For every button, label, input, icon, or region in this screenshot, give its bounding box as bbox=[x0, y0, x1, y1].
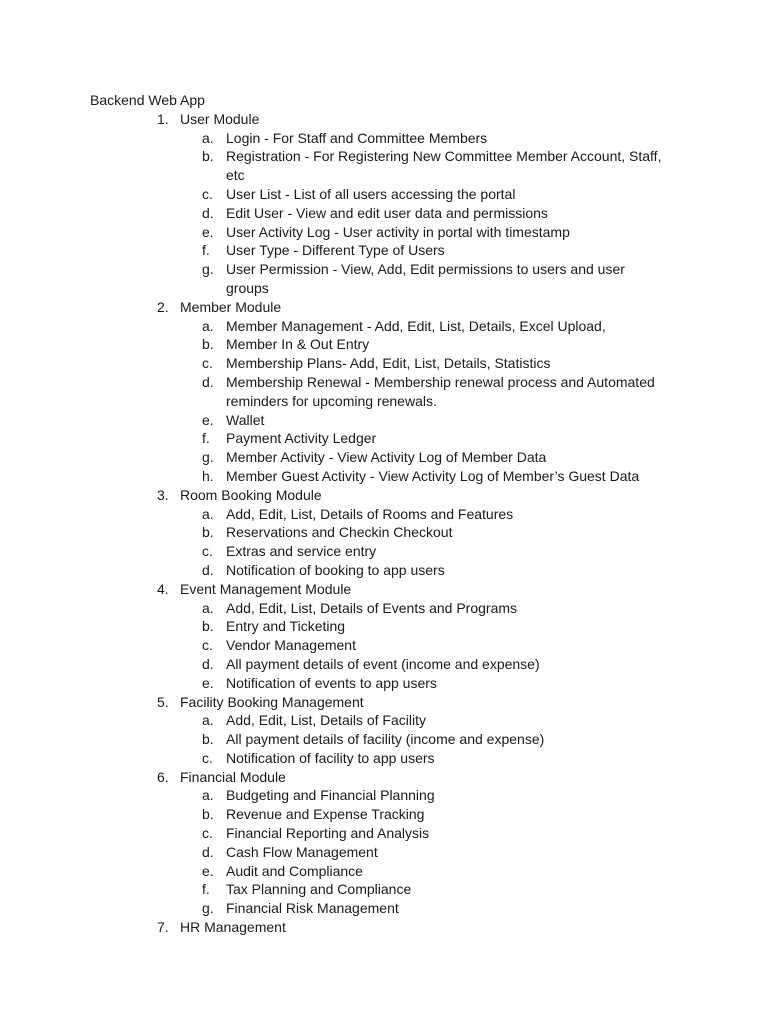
sub-item-list bbox=[90, 711, 710, 767]
module-number: 7. bbox=[157, 919, 169, 936]
module-item bbox=[90, 918, 710, 937]
list-item bbox=[202, 786, 710, 805]
module-list bbox=[90, 110, 710, 937]
list-item-marker: b. bbox=[202, 618, 214, 635]
list-item-marker: a. bbox=[202, 317, 214, 334]
list-item-text: Budgeting and Financial Planning bbox=[226, 787, 435, 804]
list-item bbox=[202, 542, 710, 561]
module-heading bbox=[157, 298, 710, 317]
list-item bbox=[202, 335, 710, 354]
module-number: 6. bbox=[157, 768, 169, 785]
module-heading bbox=[157, 486, 710, 505]
list-item-marker: g. bbox=[202, 900, 214, 917]
module-number: 2. bbox=[157, 298, 169, 315]
list-item bbox=[202, 655, 710, 674]
module-number: 3. bbox=[157, 486, 169, 503]
list-item-text: Notification of events to app users bbox=[226, 674, 437, 691]
list-item bbox=[202, 899, 710, 918]
sub-item-list bbox=[90, 505, 710, 580]
sub-item-list bbox=[90, 129, 710, 298]
list-item bbox=[202, 185, 710, 204]
list-item-marker: e. bbox=[202, 862, 214, 879]
module-number: 4. bbox=[157, 580, 169, 597]
list-item bbox=[202, 561, 710, 580]
module-heading bbox=[157, 768, 710, 787]
list-item-marker: b. bbox=[202, 731, 214, 748]
module-item bbox=[90, 768, 710, 918]
list-item-text: User List - List of all users accessing the portal bbox=[226, 185, 516, 202]
list-item bbox=[202, 523, 710, 542]
list-item-text: Extras and service entry bbox=[226, 543, 377, 560]
list-item-text: Add, Edit, List, Details of Rooms and Features bbox=[226, 505, 514, 522]
list-item-text: Login - For Staff and Committee Members bbox=[226, 129, 488, 146]
list-item-marker: b. bbox=[202, 148, 214, 165]
list-item-marker: h. bbox=[202, 467, 214, 484]
module-label: Event Management Module bbox=[180, 580, 352, 597]
list-item-marker: e. bbox=[202, 411, 214, 428]
list-item bbox=[202, 241, 710, 260]
list-item bbox=[202, 636, 710, 655]
list-item bbox=[202, 467, 710, 486]
sub-item-list bbox=[90, 317, 710, 486]
list-item bbox=[202, 824, 710, 843]
list-item-marker: d. bbox=[202, 561, 214, 578]
list-item-marker: a. bbox=[202, 129, 214, 146]
list-item bbox=[202, 674, 710, 693]
list-item-text: Registration - For Registering New Committee Member Account, Staff, etc bbox=[226, 148, 662, 184]
module-label: Facility Booking Management bbox=[180, 693, 364, 710]
list-item-text: Payment Activity Ledger bbox=[226, 430, 377, 447]
list-item-text: Add, Edit, List, Details of Facility bbox=[226, 712, 426, 729]
list-item-marker: a. bbox=[202, 787, 214, 804]
list-item bbox=[202, 354, 710, 373]
list-item-text: Member In & Out Entry bbox=[226, 336, 370, 353]
list-item-text: Add, Edit, List, Details of Events and Programs bbox=[226, 599, 518, 616]
list-item-marker: c. bbox=[202, 543, 213, 560]
list-item bbox=[202, 260, 710, 298]
sub-item-list bbox=[90, 599, 710, 693]
module-heading bbox=[157, 693, 710, 712]
list-item-text: All payment details of event (income and expense) bbox=[226, 655, 540, 672]
list-item-text: User Permission - View, Add, Edit permissions to users and user groups bbox=[226, 261, 625, 296]
list-item-marker: a. bbox=[202, 712, 214, 729]
list-item-text: Notification of facility to app users bbox=[226, 749, 435, 766]
module-number: 1. bbox=[157, 110, 169, 127]
module-heading bbox=[157, 918, 710, 937]
module-label: Room Booking Module bbox=[180, 486, 322, 503]
list-item-marker: b. bbox=[202, 806, 214, 823]
module-item bbox=[90, 693, 710, 768]
list-item-marker: d. bbox=[202, 373, 214, 390]
list-item bbox=[202, 862, 710, 881]
list-item bbox=[202, 599, 710, 618]
list-item-marker: f. bbox=[202, 881, 210, 898]
list-item-text: Membership Renewal - Membership renewal process and Automated reminders for upcoming renewals. bbox=[226, 373, 655, 409]
module-label: Member Module bbox=[180, 298, 282, 315]
module-number: 5. bbox=[157, 693, 169, 710]
list-item-marker: c. bbox=[202, 355, 213, 372]
document-body bbox=[90, 91, 710, 937]
list-item bbox=[202, 617, 710, 636]
list-item-text: All payment details of facility (income and expense) bbox=[226, 731, 545, 748]
list-item-text: Member Guest Activity - View Activity Log of Member’s Guest Data bbox=[226, 467, 640, 484]
list-item-text: Member Activity - View Activity Log of Member Data bbox=[226, 449, 547, 466]
list-item-text: Notification of booking to app users bbox=[226, 561, 445, 578]
module-label: Financial Module bbox=[180, 768, 286, 785]
list-item-marker: a. bbox=[202, 599, 214, 616]
list-item bbox=[202, 429, 710, 448]
module-item bbox=[90, 298, 710, 486]
list-item-text: Member Management - Add, Edit, List, Details, Excel Upload, bbox=[226, 317, 606, 334]
list-item-text: Entry and Ticketing bbox=[226, 618, 346, 635]
list-item-marker: g. bbox=[202, 261, 214, 278]
list-item bbox=[202, 411, 710, 430]
list-item bbox=[202, 749, 710, 768]
list-item-text: Membership Plans- Add, Edit, List, Details, Statistics bbox=[226, 355, 551, 372]
list-item bbox=[202, 730, 710, 749]
module-item bbox=[90, 110, 710, 298]
list-item-marker: c. bbox=[202, 749, 213, 766]
list-item-text: Audit and Compliance bbox=[226, 862, 363, 879]
module-heading bbox=[157, 110, 710, 129]
list-item-text: Tax Planning and Compliance bbox=[226, 881, 412, 898]
module-item bbox=[90, 580, 710, 693]
list-item-text: Vendor Management bbox=[226, 637, 356, 654]
list-item-text: User Activity Log - User activity in portal with timestamp bbox=[226, 223, 570, 240]
list-item-marker: f. bbox=[202, 242, 210, 259]
list-item bbox=[202, 880, 710, 899]
list-item-text: Revenue and Expense Tracking bbox=[226, 806, 425, 823]
list-item-text: Cash Flow Management bbox=[226, 843, 378, 860]
module-label: User Module bbox=[180, 110, 260, 127]
module-item bbox=[90, 486, 710, 580]
list-item bbox=[202, 711, 710, 730]
list-item-marker: c. bbox=[202, 185, 213, 202]
list-item-marker: d. bbox=[202, 655, 214, 672]
list-item-text: Financial Risk Management bbox=[226, 900, 399, 917]
list-item-marker: b. bbox=[202, 524, 214, 541]
list-item bbox=[202, 373, 710, 411]
list-item-marker: e. bbox=[202, 223, 214, 240]
list-item-marker: g. bbox=[202, 449, 214, 466]
list-item-marker: b. bbox=[202, 336, 214, 353]
list-item bbox=[202, 223, 710, 242]
list-item-text: Edit User - View and edit user data and permissions bbox=[226, 204, 548, 221]
module-heading bbox=[157, 580, 710, 599]
list-item-marker: c. bbox=[202, 825, 213, 842]
list-item-marker: c. bbox=[202, 637, 213, 654]
list-item bbox=[202, 204, 710, 223]
list-item-marker: e. bbox=[202, 674, 214, 691]
list-item bbox=[202, 147, 710, 185]
list-item-text: Financial Reporting and Analysis bbox=[226, 825, 430, 842]
document-title: Backend Web App bbox=[90, 92, 205, 108]
list-item-marker: d. bbox=[202, 204, 214, 221]
list-item bbox=[202, 448, 710, 467]
list-item bbox=[202, 505, 710, 524]
list-item-marker: a. bbox=[202, 505, 214, 522]
list-item-text: Wallet bbox=[226, 411, 265, 428]
list-item-text: Reservations and Checkin Checkout bbox=[226, 524, 453, 541]
module-label: HR Management bbox=[180, 919, 286, 936]
list-item-marker: d. bbox=[202, 843, 214, 860]
list-item bbox=[202, 805, 710, 824]
list-item bbox=[202, 317, 710, 336]
list-item bbox=[202, 129, 710, 148]
sub-item-list bbox=[90, 786, 710, 918]
list-item-text: User Type - Different Type of Users bbox=[226, 242, 445, 259]
list-item-marker: f. bbox=[202, 430, 210, 447]
list-item bbox=[202, 843, 710, 862]
